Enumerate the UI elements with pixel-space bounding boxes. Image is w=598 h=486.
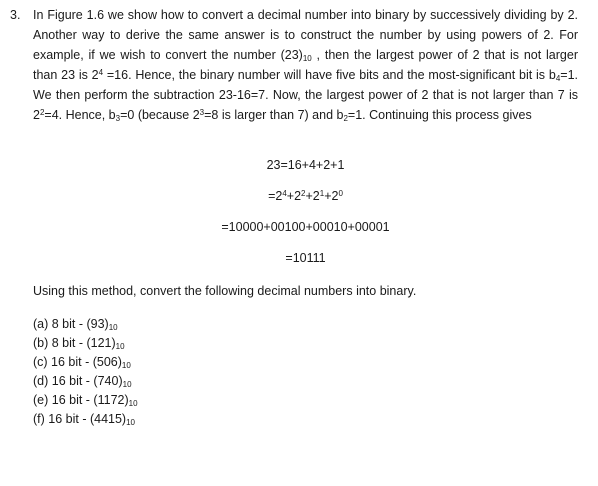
text-run: =1. Continuing this process gives	[347, 108, 532, 122]
text-run: =10000+00100+00010+00001	[221, 220, 390, 234]
superscript: 1	[319, 189, 325, 199]
text-run: (d) 16 bit - (740)	[33, 374, 123, 388]
problem-number: 3.	[10, 8, 21, 22]
equation-line-1	[33, 155, 578, 175]
instruction-text: Using this method, convert the following decimal numbers into binary.	[33, 284, 417, 298]
subscript: 10	[302, 54, 312, 64]
text-run: (b) 8 bit - (121)	[33, 336, 116, 350]
text-run: +2	[305, 189, 320, 203]
equation-line-3	[33, 217, 578, 237]
subscript: 10	[121, 361, 131, 371]
text-run: =8 is larger than 7) and b	[204, 108, 344, 122]
text-run: =0 (because 2	[120, 108, 200, 122]
problem-3	[10, 5, 578, 429]
exercise-item-c	[33, 353, 578, 372]
subscript: 2	[343, 114, 348, 124]
text-run: (a) 8 bit - (93)	[33, 317, 109, 331]
text-run: =1. We then perform the subtraction 23-16=7. Now, the largest power of 2 that is not larger than 7 is 2	[33, 68, 578, 122]
text-run: =2	[268, 189, 283, 203]
superscript: 2	[301, 189, 306, 199]
text-run: +2	[324, 189, 339, 203]
equation-line-4	[33, 248, 578, 268]
text-run: (e) 16 bit - (1172)	[33, 393, 129, 407]
text-run: 23=16+4+2+1	[266, 158, 345, 172]
text-run: In Figure 1.6 we show how to convert a decimal number into binary by successively dividing by 2. Another way to derive the same answer is to construct the number by using powers of 2. For example, if we wish to convert the number (23)	[33, 8, 578, 62]
subscript: 10	[115, 342, 125, 352]
problem-paragraph	[33, 5, 578, 145]
subscript: 10	[126, 418, 135, 428]
subscript: 10	[108, 323, 118, 333]
superscript: 2	[39, 108, 45, 118]
subscript: 4	[555, 74, 561, 84]
exercise-item-a	[33, 315, 578, 334]
text-run: =10111	[285, 251, 326, 265]
subscript: 10	[122, 380, 132, 390]
exercise-item-f	[33, 410, 578, 429]
exercise-item-d	[33, 372, 578, 391]
equation-block	[33, 155, 578, 268]
text-run: , then the largest power of 2 that is not larger than 23 is 2	[33, 48, 578, 82]
exercise-item-b	[33, 334, 578, 353]
text-run: =16. Hence, the binary number will have five bits and the most-significant bit is b	[103, 68, 556, 82]
text-run: =4. Hence, b	[44, 108, 116, 122]
superscript: 3	[199, 108, 205, 118]
text-run: +2	[286, 189, 302, 203]
exercise-item-e	[33, 391, 578, 410]
superscript: 4	[98, 68, 104, 78]
subscript: 10	[128, 399, 138, 409]
exercise-list	[33, 315, 578, 429]
text-run: (f) 16 bit - (4415)	[33, 412, 127, 426]
subscript: 3	[115, 114, 121, 124]
text-run: (c) 16 bit - (506)	[33, 355, 122, 369]
superscript: 4	[282, 189, 287, 199]
superscript: 0	[338, 189, 343, 199]
equation-line-2	[33, 186, 578, 206]
